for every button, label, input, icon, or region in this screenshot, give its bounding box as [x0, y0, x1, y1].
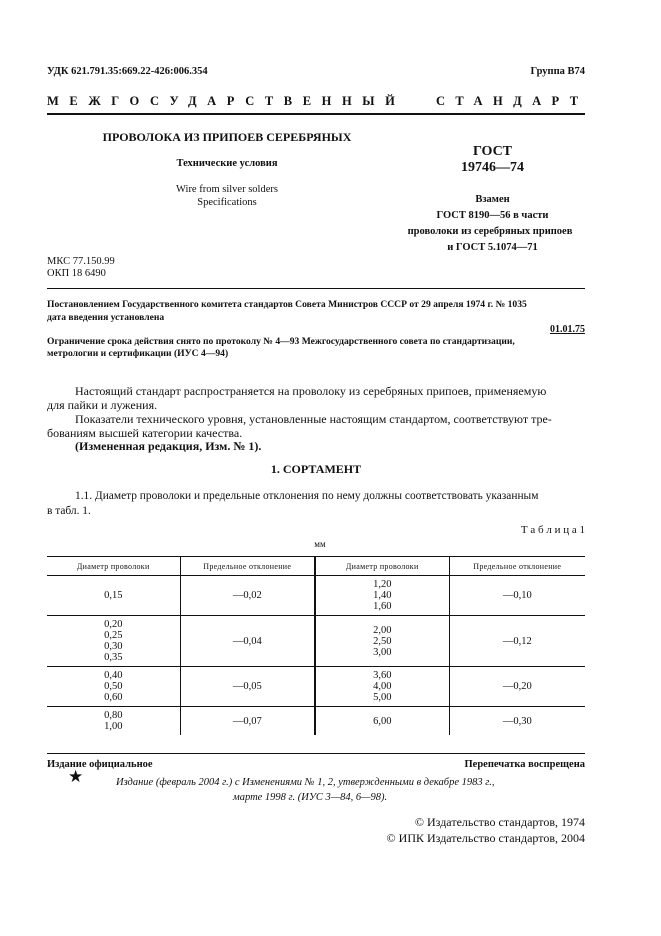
limit-line-1: Ограничение срока действия снято по протоколу № 4—93 Межгосударственного совета по стандартизации,	[47, 336, 515, 347]
table-header-row	[47, 557, 585, 576]
replaces-line-3: и ГОСТ 5.1074—71	[447, 242, 538, 253]
copyright-2004: © ИПК Издательство стандартов, 2004	[386, 831, 585, 845]
mks-code: МКС 77.150.99	[47, 256, 115, 267]
cell-value: 0,15	[104, 590, 123, 601]
star-icon: ★	[68, 767, 84, 786]
resolution-line-1: Постановлением Государственного комитета стандартов Совета Министров СССР от 29 апреля 1974 г. № 1035	[47, 299, 527, 310]
title-english: Wire from silver solders	[176, 184, 278, 195]
edition-note-line-2: марте 1998 г. (ИУС 3—84, 6—98).	[233, 792, 388, 803]
table-row	[47, 667, 585, 707]
reprint-notice: Перепечатка воспрещена	[464, 759, 585, 770]
table-unit: мм	[314, 539, 326, 549]
cell-value: —0,04	[232, 635, 262, 647]
cell-value: 3,60 4,00 5,00	[373, 670, 392, 703]
edition-note-line-1: Издание (февраль 2004 г.) с Изменениями № 1, 2, утвержденными в декабре 1983 г.,	[116, 777, 495, 788]
cell-value: —0,02	[232, 590, 262, 601]
amendment-note: (Измененная редакция, Изм. № 1).	[75, 439, 262, 453]
copyright-1974: © Издательство стандартов, 1974	[414, 815, 585, 829]
replaces-line-2: проволоки из серебряных припоев	[407, 226, 573, 237]
diameter-cell	[47, 616, 180, 667]
okp-code: ОКП 18 6490	[47, 268, 106, 279]
quality-paragraph-line-2: бованиям высшей категории качества.	[47, 426, 243, 440]
deviation-cell	[180, 616, 315, 667]
deviation-cell	[180, 667, 315, 707]
table-1	[47, 556, 585, 735]
banner-standard: СТАНДАРТ	[436, 94, 589, 108]
gost-label: ГОСТ	[472, 144, 513, 159]
table-caption: Т а б л и ц а 1	[520, 524, 585, 536]
replaces-line-1: ГОСТ 8190—56 в части	[436, 210, 549, 221]
diameter-cell	[47, 576, 180, 616]
cell-value: 0,40 0,50 0,60	[104, 670, 123, 703]
header-deviation-2: Предельное отклонение	[449, 557, 585, 576]
cell-value: —0,12	[502, 635, 532, 647]
table-body	[47, 576, 585, 736]
footer-rule	[47, 753, 585, 754]
deviation-cell	[449, 707, 585, 736]
header-diameter-2: Диаметр проволоки	[315, 557, 449, 576]
gost-number: 19746—74	[461, 160, 524, 175]
header-diameter-1: Диаметр проволоки	[47, 557, 180, 576]
diameter-cell	[315, 576, 449, 616]
cell-value: —0,05	[232, 681, 262, 692]
cell-value: 1,20 1,40 1,60	[373, 579, 392, 612]
cell-value: 0,80 1,00	[104, 710, 123, 732]
deviation-cell	[449, 576, 585, 616]
diameter-cell	[315, 707, 449, 736]
cell-value: —0,20	[502, 681, 532, 692]
diameter-cell	[47, 667, 180, 707]
resolution-line-2: дата введения установлена	[47, 312, 165, 323]
table-row	[47, 576, 585, 616]
header-rule	[47, 113, 585, 115]
udk-code: УДК 621.791.35:669.22-426:006.354	[47, 66, 208, 77]
deviation-cell	[180, 576, 315, 616]
replaces-label: Взамен	[475, 194, 510, 205]
cell-value: 6,00	[373, 715, 392, 727]
cell-value: —0,30	[502, 715, 532, 727]
quality-paragraph-line-1: Показатели технического уровня, установленные настоящим стандартом, соответствуют тре-	[75, 412, 552, 426]
deviation-cell	[449, 616, 585, 667]
cell-value: —0,10	[502, 590, 532, 601]
header-deviation-1: Предельное отклонение	[180, 557, 315, 576]
effective-date: 01.01.75	[550, 324, 585, 335]
cell-value: 0,20 0,25 0,30 0,35	[104, 619, 123, 663]
deviation-cell	[449, 667, 585, 707]
deviation-cell	[180, 707, 315, 736]
diameter-cell	[315, 667, 449, 707]
cell-value: 2,00 2,50 3,00	[373, 624, 392, 658]
table-row	[47, 616, 585, 667]
intro-paragraph-line-1: Настоящий стандарт распространяется на проволоку из серебряных припоев, применяемую	[75, 384, 547, 398]
cell-value: —0,07	[232, 715, 262, 727]
intro-paragraph-line-2: для пайки и лужения.	[47, 398, 158, 412]
limit-line-2: метрологии и сертификации (ИУС 4—94)	[47, 348, 229, 359]
document-title: ПРОВОЛОКА ИЗ ПРИПОЕВ СЕРЕБРЯНЫХ	[102, 130, 352, 144]
section-title: 1. СОРТАМЕНТ	[270, 462, 362, 476]
clause-1-1-line-1: 1.1. Диаметр проволоки и предельные отклонения по нему должны соответствовать указанным	[75, 490, 539, 502]
table-row	[47, 707, 585, 736]
diameter-cell	[47, 707, 180, 736]
subtitle-english: Specifications	[197, 197, 257, 208]
banner-interstate: МЕЖГОСУДАРСТВЕННЫЙ	[47, 94, 406, 108]
clause-1-1-line-2: в табл. 1.	[47, 505, 91, 517]
official-edition: Издание официальное	[47, 759, 153, 770]
codes-rule	[47, 288, 585, 289]
document-subtitle: Технические условия	[176, 158, 278, 169]
diameter-cell	[315, 616, 449, 667]
group-code: Группа В74	[530, 66, 585, 77]
